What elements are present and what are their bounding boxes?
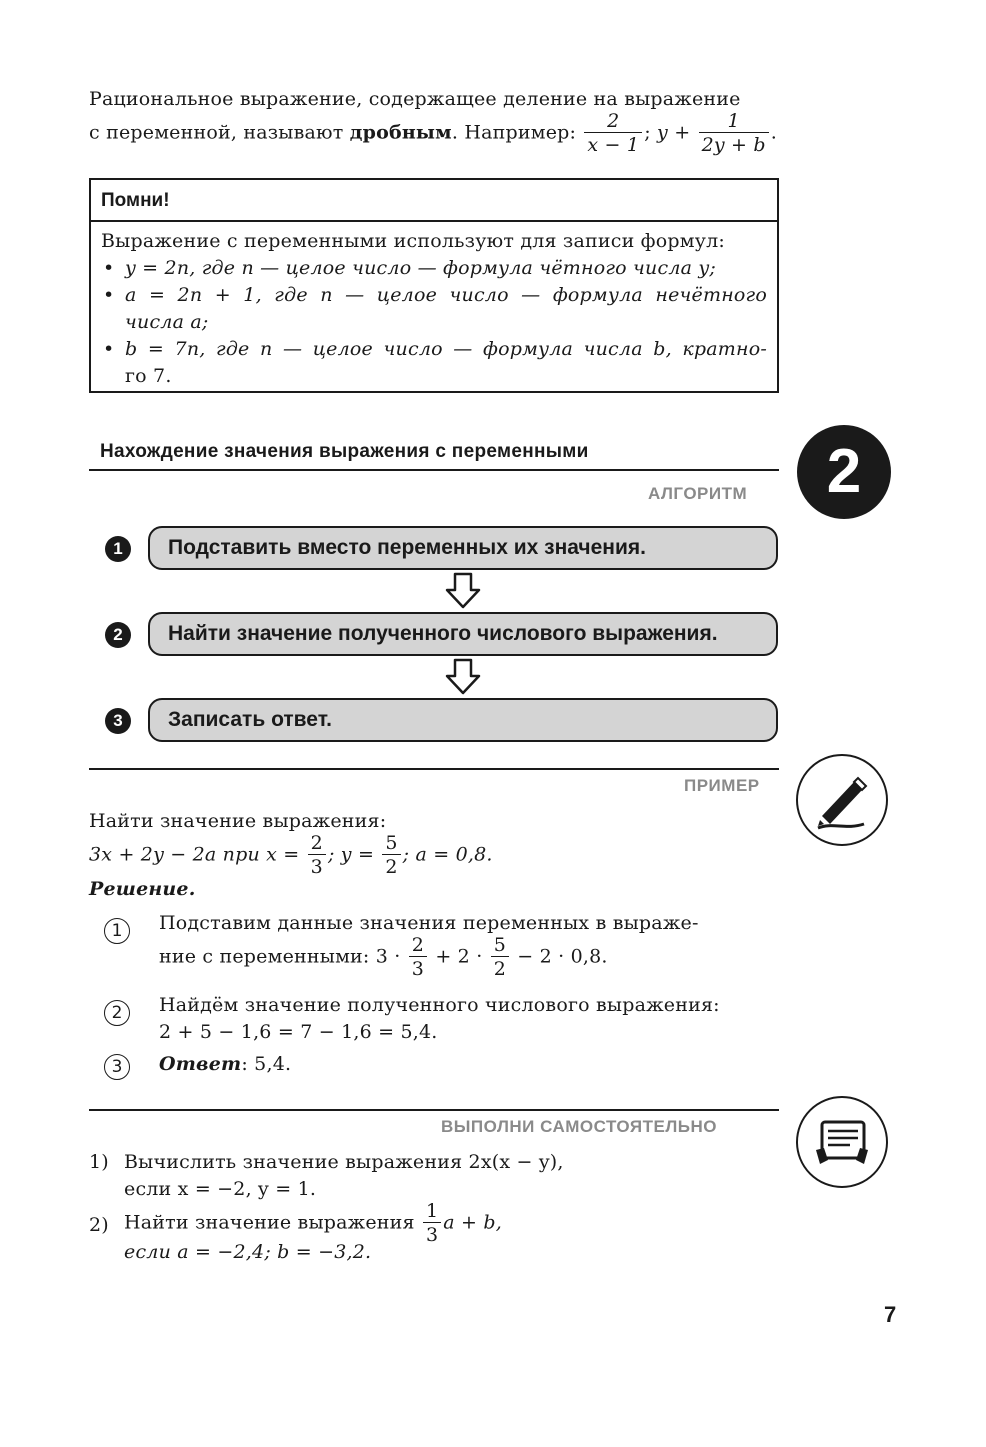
remember-bullet-2-cont: числа a;	[125, 311, 209, 333]
solution-step-2-line-2: 2 + 5 − 1,6 = 7 − 1,6 = 5,4.	[159, 1021, 438, 1043]
remember-bullet-2: • a = 2n + 1, где n — целое число — формула нечётного	[101, 282, 767, 309]
page-number: 7	[884, 1302, 897, 1327]
fraction-y: $\frac{5}{2}$	[382, 832, 400, 879]
step-number-3: 3	[105, 708, 131, 734]
exercise-1-line-1: Вычислить значение выражения 2x(x − y),	[124, 1151, 564, 1173]
remember-bullet-1: • y = 2n, где n — целое число — формула чётного числа y;	[101, 255, 767, 282]
exercise-2-number: 2)	[89, 1214, 109, 1236]
fraction-s1-a: $\frac{2}{3}$	[409, 934, 427, 981]
solution-step-number-2: 2	[104, 1000, 130, 1026]
fraction-one-third: $\frac{1}{3}$	[423, 1200, 441, 1247]
arrow-down-icon	[445, 572, 481, 614]
tablet-icon	[796, 1096, 888, 1188]
exercise-label: ВЫПОЛНИ САМОСТОЯТЕЛЬНО	[441, 1117, 718, 1136]
fraction-x: $\frac{2}{3}$	[308, 832, 326, 879]
remember-title: Помни!	[91, 180, 777, 222]
algorithm-step-2: Найти значение полученного числового выражения.	[148, 612, 778, 656]
fraction-example-1: $\frac{2}{x - 1}$	[584, 110, 642, 157]
exercise-2-line-1: Найти значение выражения $\frac{1}{3}$ a + b,	[124, 1200, 502, 1246]
solution-step-1-line-2: ние с переменными: 3 · $\frac{2}{3}$ + 2 · $\frac{5}{2}$ − 2 · 0,8.	[159, 934, 608, 980]
pencil-icon	[796, 754, 888, 846]
example-task: Найти значение выражения:	[89, 810, 387, 832]
exercise-1-line-2: если x = −2, y = 1.	[124, 1178, 317, 1200]
solution-step-number-3: 3	[104, 1054, 130, 1080]
remember-bullet-3: • b = 7n, где n — целое число — формула числа b, кратно-	[101, 336, 767, 363]
section-divider	[89, 469, 779, 471]
algorithm-label: АЛГОРИТМ	[648, 484, 748, 503]
solution-step-1-line-1: Подставим данные значения переменных в выраже-	[159, 912, 699, 934]
intro-line-1: Рациональное выражение, содержащее деление на выражение	[89, 88, 741, 110]
section-badge: 2	[797, 425, 891, 519]
algorithm-step-1: Подставить вместо переменных их значения.	[148, 526, 778, 570]
fraction-s1-b: $\frac{5}{2}$	[491, 934, 509, 981]
solution-step-3: Ответ: 5,4.	[159, 1053, 292, 1075]
intro-line-2: с переменной, называют дробным. Например: $\frac{2}{x - 1}$ ; y + $\frac{1}{2y + b}$ .	[89, 110, 778, 156]
example-divider	[89, 768, 779, 770]
solution-step-2-line-1: Найдём значение полученного числового выражения:	[159, 994, 720, 1016]
exercise-divider	[89, 1109, 779, 1111]
solution-step-number-1: 1	[104, 918, 130, 944]
solution-label: Решение.	[89, 878, 196, 900]
exercise-2-line-2: если a = −2,4; b = −3,2.	[124, 1241, 372, 1263]
example-label: ПРИМЕР	[684, 776, 760, 795]
remember-lead: Выражение с переменными используют для записи формул:	[101, 230, 725, 252]
section-title: Нахождение значения выражения с переменными	[100, 441, 589, 462]
term-drobnym: дробным	[349, 121, 452, 144]
remember-bullet-3-cont: го 7.	[125, 365, 172, 387]
algorithm-step-3: Записать ответ.	[148, 698, 778, 742]
exercise-1-number: 1)	[89, 1151, 109, 1173]
arrow-down-icon	[445, 658, 481, 700]
example-expression: 3x + 2y − 2a при x = $\frac{2}{3}$ ; y = $\frac{5}{2}$ ; a = 0,8.	[89, 832, 493, 878]
step-number-1: 1	[105, 536, 131, 562]
remember-box	[89, 178, 779, 393]
step-number-2: 2	[105, 622, 131, 648]
fraction-example-2: $\frac{1}{2y + b}$	[699, 110, 769, 157]
